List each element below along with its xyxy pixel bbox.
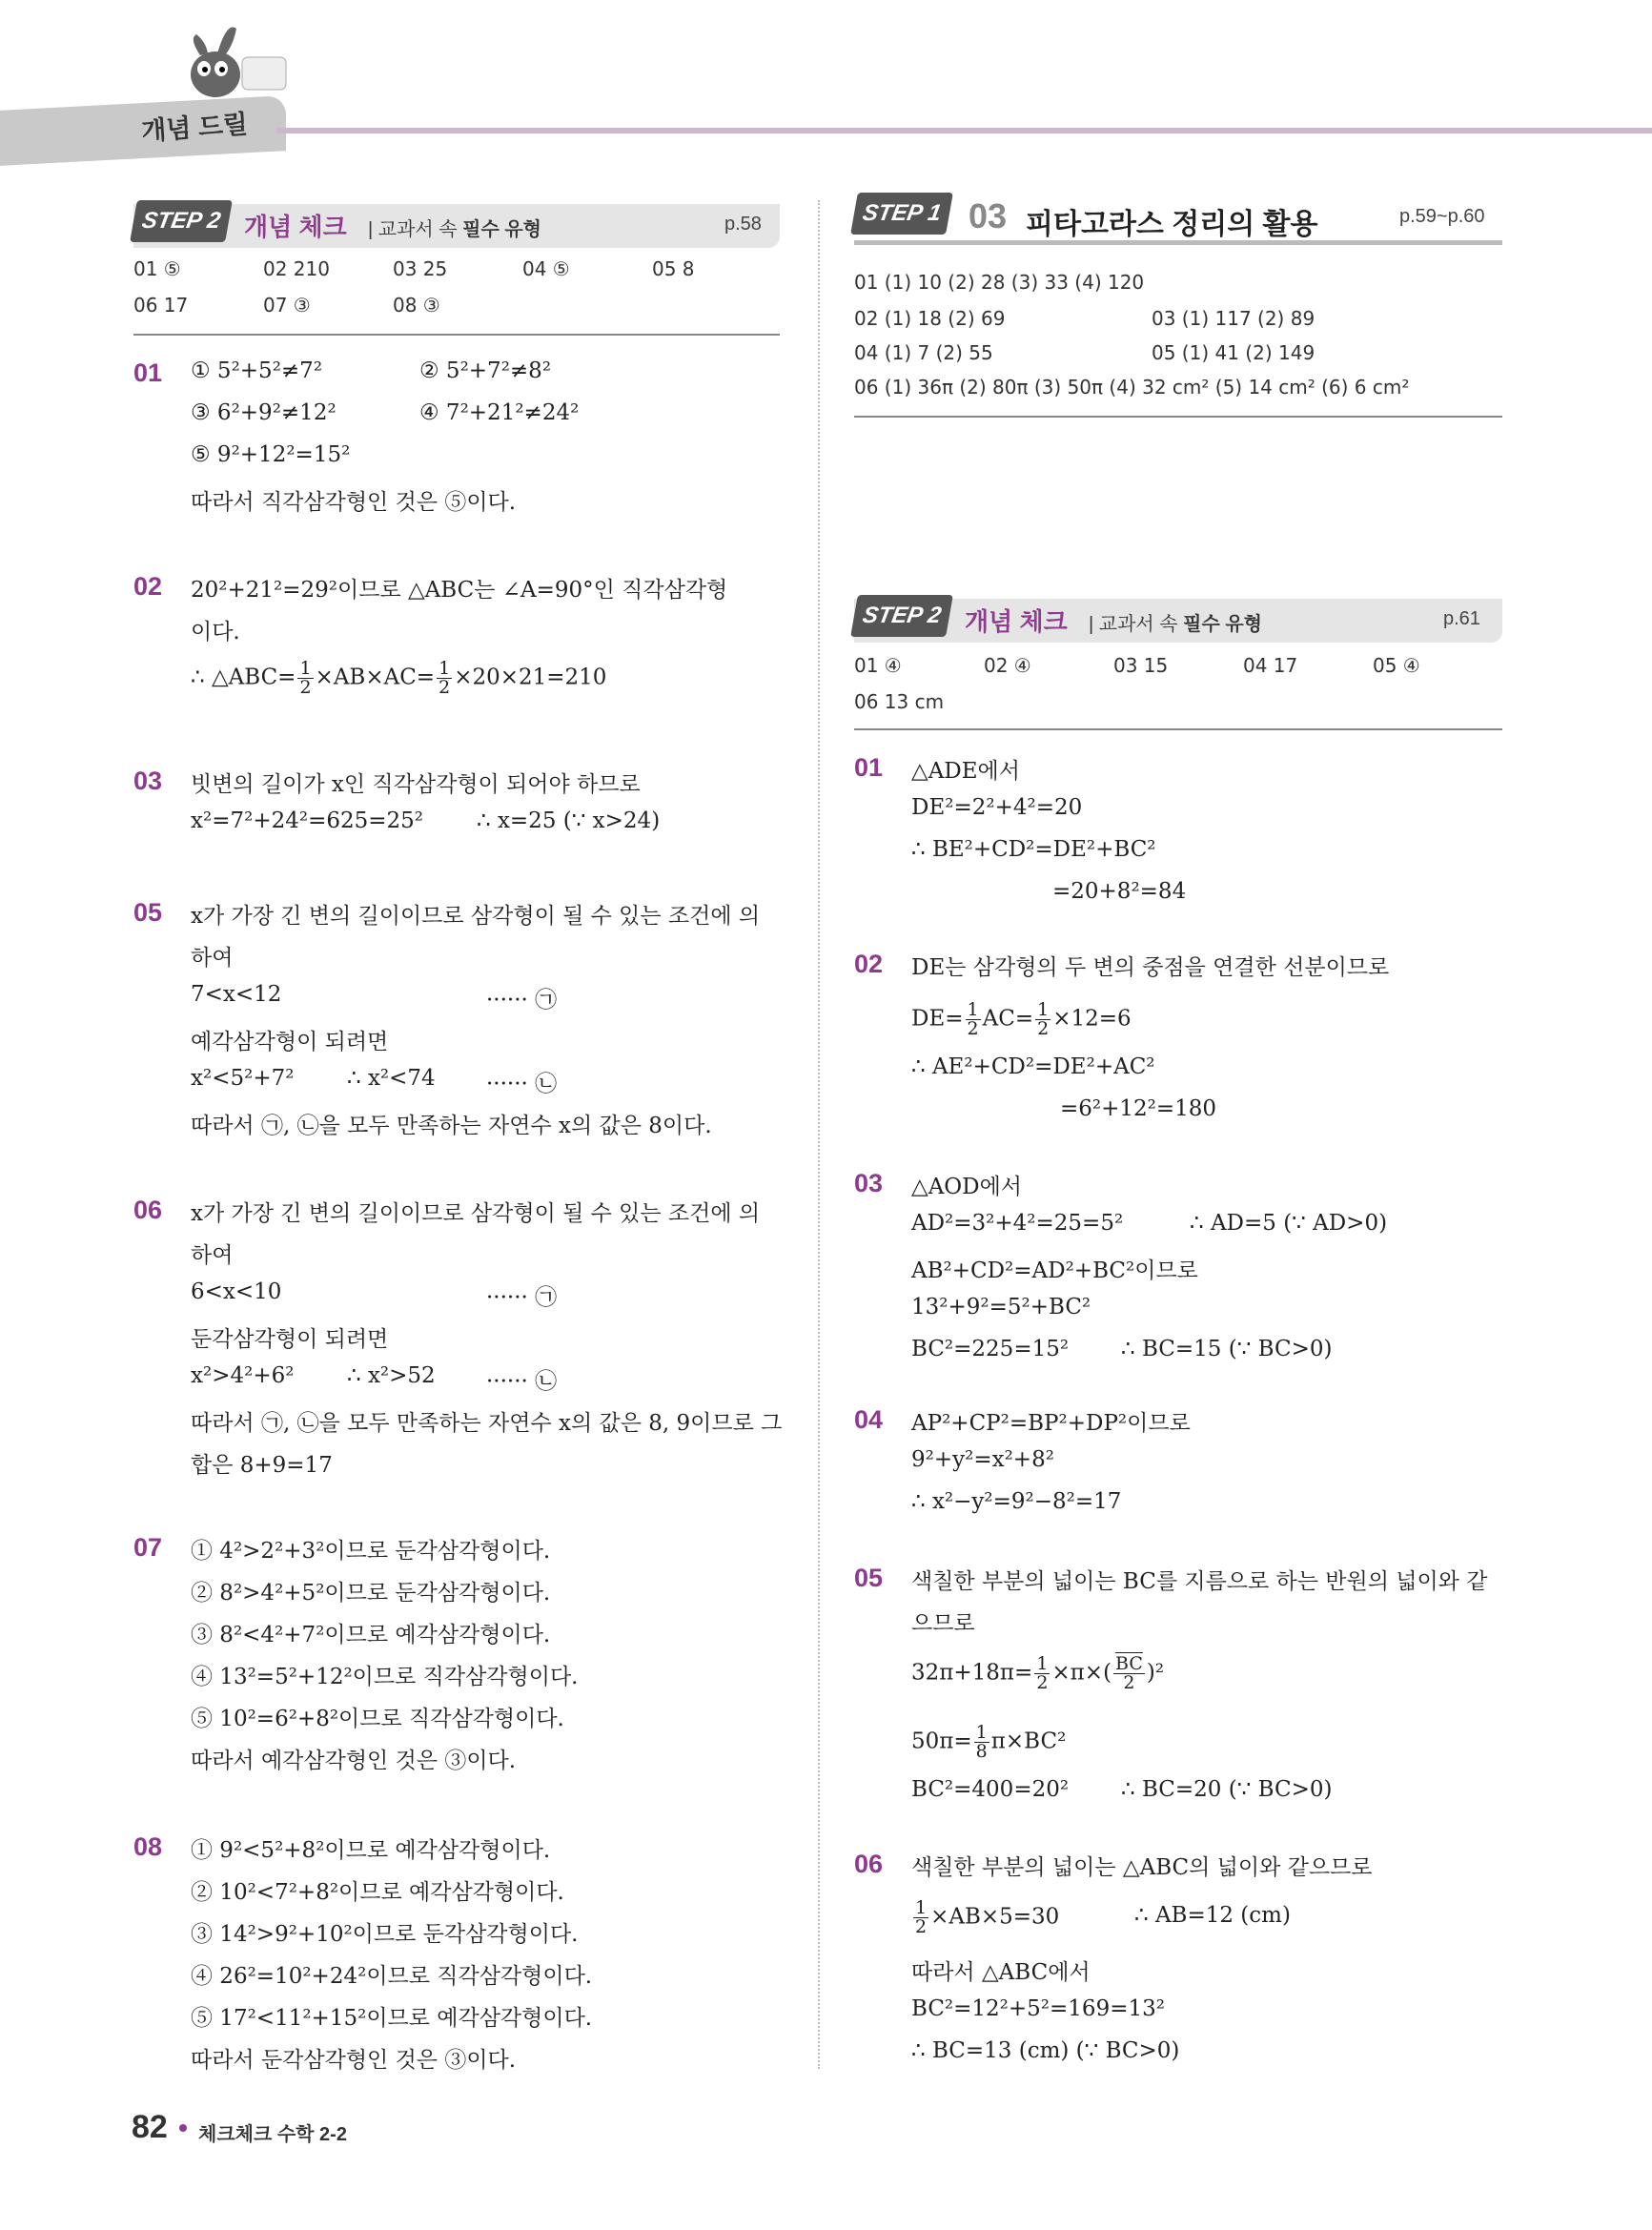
solution-line: BC²=400=20² — [911, 1777, 1070, 1802]
answer-row: 06 (1) 36π (2) 80π (3) 50π (4) 32 cm² (5) 14 cm² (6) 6 cm² — [854, 376, 1410, 399]
chapter-badge: 개념 드릴 — [140, 110, 249, 146]
column-divider — [818, 200, 820, 2069]
problem-number: 03 — [133, 767, 163, 795]
section-title: 개념 체크 — [965, 607, 1068, 636]
problem-number: 03 — [854, 1169, 884, 1197]
answer-row: 06 13 cm — [854, 690, 945, 713]
problem-number: 05 — [854, 1564, 884, 1592]
solution-line: 7<x<12 — [191, 982, 282, 1007]
solution-line: ⑤ 10²=6²+8²이므로 직각삼각형이다. — [191, 1707, 564, 1731]
solution-line: ∴ AE²+CD²=DE²+AC² — [911, 1054, 1155, 1079]
solution-line: ······ ㉡ — [486, 1072, 558, 1096]
solution-line: ④ 13²=5²+12²이므로 직각삼각형이다. — [191, 1665, 579, 1689]
solution-line: ∴ x=25 (∵ x>24) — [477, 808, 661, 833]
problem-number: 04 — [854, 1405, 884, 1434]
fraction: $\frac{1}{2}$ — [967, 999, 979, 1039]
bullet-dot-icon — [179, 2124, 187, 2132]
solution-line: ······ ㉡ — [486, 1369, 558, 1394]
solution-line: AB²+CD²=AD²+BC²이므로 — [911, 1258, 1198, 1283]
problem-number: 02 — [854, 950, 884, 978]
solution-line: x가 가장 긴 변의 길이이므로 삼각형이 될 수 있는 조건에 의 — [191, 904, 761, 929]
right-step1-header — [854, 196, 1502, 245]
solution-line: ······ ㉠ — [486, 1285, 558, 1310]
fraction: $\frac{1}{2}$ — [299, 658, 312, 698]
solution-line: 합은 8+9=17 — [191, 1453, 333, 1478]
solution-line: 50π= $\frac{1}{8}$ π×BC² — [911, 1722, 1067, 1762]
solution-line: ② 5²+7²≠8² — [419, 358, 552, 383]
solution-line: 둔각삼각형이 되려면 — [191, 1327, 389, 1352]
section-page-ref: p.61 — [1443, 608, 1480, 629]
solution-line: ③ 8²<4²+7²이므로 예각삼각형이다. — [191, 1623, 551, 1647]
answer-row: 04 (1) 7 (2) 55 — [854, 341, 993, 364]
solution-line: x²>4²+6² — [191, 1363, 295, 1388]
problem-number: 06 — [133, 1196, 163, 1224]
solution-line: 따라서 △ABC에서 — [911, 1960, 1091, 1985]
solution-line: ∴ BC=15 (∵ BC>0) — [1121, 1337, 1333, 1361]
solution-line: 색칠한 부분의 넓이는 △ABC의 넓이와 같으므로 — [911, 1855, 1373, 1880]
solution-line: 으므로 — [911, 1611, 975, 1636]
section-subtitle: | 교과서 속 필수 유형 — [1089, 614, 1262, 635]
problem-number: 05 — [133, 898, 163, 927]
solution-line: ① 9²<5²+8²이므로 예각삼각형이다. — [191, 1838, 551, 1863]
solution-line: ∴ BE²+CD²=DE²+BC² — [911, 837, 1156, 862]
solution-line: 따라서 ㉠, ㉡을 모두 만족하는 자연수 x의 값은 8, 9이므로 그 — [191, 1411, 783, 1436]
solution-line: 20²+21²=29²이므로 △ABC는 ∠A=90°인 직각삼각형 — [191, 578, 728, 603]
unit-number: 03 — [969, 196, 1008, 235]
solution-line: 따라서 ㉠, ㉡을 모두 만족하는 자연수 x의 값은 8이다. — [191, 1114, 712, 1138]
problem-number: 06 — [854, 1850, 884, 1878]
solution-line: △ADE에서 — [911, 759, 1020, 784]
solution-line: ② 10²<7²+8²이므로 예각삼각형이다. — [191, 1880, 564, 1905]
solution-line: DE²=2²+4²=20 — [911, 795, 1083, 820]
section-page-ref: p.58 — [724, 214, 762, 235]
solution-line: ① 5²+5²≠7² — [191, 358, 323, 383]
solution-line: =20+8²=84 — [1052, 879, 1187, 904]
solution-line: ∴ x²−y²=9²−8²=17 — [911, 1489, 1122, 1514]
solution-line: 13²+9²=5²+BC² — [911, 1295, 1091, 1320]
answer-row: 03 (1) 117 (2) 89 — [1152, 307, 1315, 330]
left-step2-header — [133, 204, 780, 248]
solution-line: DE= $\frac{1}{2}$ AC= $\frac{1}{2}$ ×12=6 — [911, 999, 1132, 1039]
book-title: 체크체크 수학 2-2 — [198, 2124, 347, 2145]
answer-row: 01 (1) 10 (2) 28 (3) 33 (4) 120 — [854, 271, 1145, 294]
solution-line: 색칠한 부분의 넓이는 BC를 지름으로 하는 반원의 넓이와 같 — [911, 1569, 1488, 1594]
section-page-ref: p.59~p.60 — [1399, 206, 1485, 227]
solution-line: ⑤ 17²<11²+15²이므로 예각삼각형이다. — [191, 2006, 593, 2031]
solution-line: 9²+y²=x²+8² — [911, 1447, 1054, 1472]
solution-line: 6<x<10 — [191, 1279, 282, 1304]
solution-line: ④ 26²=10²+24²이므로 직각삼각형이다. — [191, 1964, 593, 1989]
fraction: $\frac{1}{2}$ — [1037, 999, 1050, 1039]
solution-line: ∴ BC=13 (cm) (∵ BC>0) — [911, 2038, 1180, 2063]
solution-line: ∴ BC=20 (∵ BC>0) — [1121, 1777, 1333, 1802]
section-title: 개념 체크 — [244, 213, 347, 241]
solution-line: 예각삼각형이 되려면 — [191, 1030, 389, 1054]
section-rule — [854, 728, 1502, 730]
solution-line: 이다. — [191, 620, 240, 644]
solution-line: ∴ x²>52 — [347, 1363, 436, 1388]
section-rule — [133, 334, 780, 336]
solution-line: x²=7²+24²=625=25² — [191, 808, 424, 833]
solution-line: ∴ x²<74 — [347, 1066, 436, 1091]
solution-line: DE는 삼각형의 두 변의 중점을 연결한 선분이므로 — [911, 955, 1390, 980]
solution-line: AD²=3²+4²=25=5² — [911, 1211, 1124, 1236]
solution-line: ⑤ 9²+12²=15² — [191, 442, 351, 467]
solution-line: 빗변의 길이가 x인 직각삼각형이 되어야 하므로 — [191, 772, 641, 797]
solution-line: ∴ AB=12 (cm) — [1134, 1903, 1291, 1928]
section-subtitle: | 교과서 속 필수 유형 — [368, 219, 541, 240]
solution-line: $\frac{1}{2}$ ×AB×5=30 — [915, 1897, 1060, 1937]
header-rule — [276, 128, 1652, 133]
answer-row: 02 (1) 18 (2) 69 — [854, 307, 1006, 330]
solution-line: ······ ㉠ — [486, 988, 558, 1013]
fraction: $\frac{1}{8}$ — [975, 1722, 988, 1762]
solution-line: x²<5²+7² — [191, 1066, 295, 1091]
solution-line: 하여 — [191, 946, 234, 971]
solution-line: BC²=12²+5²=169=13² — [911, 1996, 1165, 2021]
problem-number: 08 — [133, 1832, 163, 1861]
solution-line: ① 4²>2²+3²이므로 둔각삼각형이다. — [191, 1539, 551, 1564]
section-rule — [854, 416, 1502, 418]
problem-number: 01 — [854, 753, 884, 782]
solution-line: ② 8²>4²+5²이므로 둔각삼각형이다. — [191, 1581, 551, 1606]
step-tag: STEP 2 — [130, 200, 233, 242]
fraction: $\frac{\overline{BC}}{2}$ — [1115, 1653, 1143, 1693]
solution-line: =6²+12²=180 — [1060, 1096, 1217, 1121]
solution-line: BC²=225=15² — [911, 1337, 1070, 1361]
solution-line: ④ 7²+21²≠24² — [419, 400, 580, 425]
fraction: $\frac{1}{2}$ — [438, 658, 451, 698]
answer-row: 05 (1) 41 (2) 149 — [1152, 341, 1315, 364]
solution-line: ③ 14²>9²+10²이므로 둔각삼각형이다. — [191, 1922, 579, 1947]
solution-line: ③ 6²+9²≠12² — [191, 400, 337, 425]
fraction: $\frac{1}{2}$ — [915, 1897, 928, 1937]
rabbit-mascot-icon — [187, 19, 292, 105]
problem-number: 01 — [133, 358, 163, 387]
solution-line: ∴ △ABC= $\frac{1}{2}$ ×AB×AC= $\frac{1}{2}$ ×20×21=210 — [191, 658, 607, 698]
solution-line: 따라서 예각삼각형인 것은 ③이다. — [191, 1749, 517, 1773]
solution-line: 따라서 둔각삼각형인 것은 ③이다. — [191, 2048, 517, 2073]
solution-line: 따라서 직각삼각형인 것은 ⑤이다. — [191, 490, 517, 515]
right-step2-header — [854, 599, 1502, 643]
unit-title: 피타고라스 정리의 활용 — [1026, 209, 1318, 240]
solution-line: AP²+CP²=BP²+DP²이므로 — [911, 1411, 1191, 1436]
solution-line: 32π+18π= $\frac{1}{2}$ ×π×( $\frac{\overline{BC}}{2}$ )² — [911, 1653, 1165, 1693]
step-tag: STEP 1 — [850, 193, 953, 235]
problem-number: 02 — [133, 572, 163, 601]
step-tag: STEP 2 — [850, 595, 953, 637]
problem-number: 07 — [133, 1533, 163, 1562]
fraction: $\frac{1}{2}$ — [1036, 1653, 1049, 1693]
solution-line: 하여 — [191, 1243, 234, 1268]
solution-line: ∴ AD=5 (∵ AD>0) — [1190, 1211, 1388, 1236]
page-number: 82 — [132, 2109, 168, 2145]
solution-line: x가 가장 긴 변의 길이이므로 삼각형이 될 수 있는 조건에 의 — [191, 1201, 761, 1226]
solution-line: △AOD에서 — [911, 1175, 1023, 1199]
